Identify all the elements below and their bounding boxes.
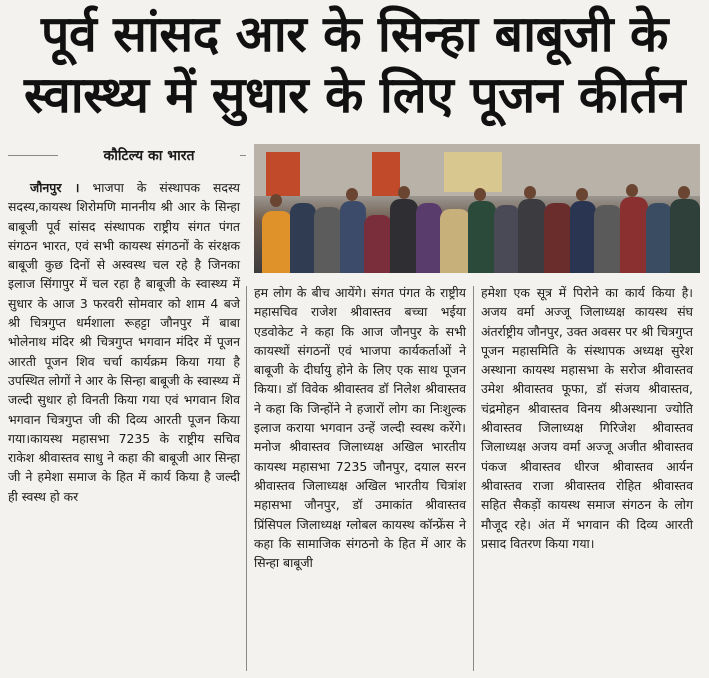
byline-rule-left <box>8 155 58 156</box>
headline-line-2: स्वास्थ्य में सुधार के लिए पूजन कीर्तन <box>24 66 685 124</box>
byline: कौटिल्य का भारत <box>103 148 195 164</box>
article-text-col2: हम लोग के बीच आयेंगे। संगत पंगत के राष्ट्रीय महासचिव राजेश श्रीवास्तव बच्चा भईया एडवोकेट ने कहा कि आज जौनपुर के सभी कायस्थों संगठनों एवं भाजपा कार्यकर्ताओं ने बाबूजी के दीर्घायु होने के लिए एक साथ पूजन किया। डॉ विवेक श्रीवास्तव डॉ निलेश श्रीवास्तव ने कहा कि जिन्होंने ने हजारों लोग का निःशुल्क इलाज कराया भगवान उन्हें जल्दी स्वस्थ करेंगे। मनोज श्रीवास्तव जिलाध्यक्ष अखिल भारतीय कायस्थ महासभा 7235 जौनपुर, दयाल सरन श्रीवास्तव जिलाध्यक्ष अखिल भारतीय चित्रांश महासभा जौनपुर, डॉ उमाकांत श्रीवास्तव प्रिंसिपल जिलाध्यक्ष ग्लोबल कायस्थ कॉन्फ्रेंस ने कहा कि सामाजिक संगठनो के हित में आर के सिन्हा बाबूजी <box>254 285 466 571</box>
dateline: जौनपुर । <box>30 180 80 195</box>
column-divider-1 <box>246 286 247 671</box>
article-text-col3: हमेशा एक सूत्र में पिरोने का कार्य किया है।अजय वर्मा अज्जू जिलाध्यक्ष कायस्थ संघ अंतर्राष्ट्रीय जौनपुर, उक्त अवसर पर श्री चित्रगुप्त पूजन महासमिति के संस्थापक अध्यक्ष सुरेश अस्थाना कायस्थ महासभा के सरोज श्रीवास्तव उमेश श्रीवास्तव फूफा, डॉ संजय श्रीवास्तव, चंद्रमोहन श्रीवास्तव विनय श्रीअस्थाना ज्योति श्रीवास्तव जिलाध्यक्ष गिरिजेश श्रीवास्तव जिलाध्यक्ष अजय वर्मा अज्जू अजीत श्रीवास्तव पंकज श्रीवास्तव धीरज श्रीवास्तव आर्यन श्रीवास्तव राजा श्रीवास्तव रोहित श्रीवास्तव सहित सैकड़ों कायस्थ समाज संगठन के लोग मौजूद रहे। अंत में भगवान की दिव्य आरती प्रसाद वितरण किया गया। <box>481 285 693 551</box>
article-text-col1: भाजपा के संस्थापक सदस्य सदस्य,कायस्थ शिरोमणि माननीय श्री आर के सिन्हा बाबूजी पूर्व सांसद संस्थापक राष्ट्रीय संगत पंगत संगठन भारत, एवं सभी कायस्थ संगठनों के संरक्षक बाबूजी कुछ दिनों से अस्वस्थ चल रहे है जिनका इलाज सिंगापुर में चल रहा है बाबूजी के स्वास्थ्य में सुधार के आज 3 फरवरी सोमवार को शाम 4 बजे श्री चित्रगुप्त धर्मशाला रूहट्टा जौनपुर में बाबा भोलेनाथ मंदिर श्री चित्रगुप्त भगवान मंदिर में पूजन आरती पूजन शिव चर्चा कार्यक्रम किया गया है उपस्थित लोगों ने आर के सिन्हा बाबूजी के स्वास्थ्य में जल्दी सुधार हो विनती किया गया एवं भगवान शिव भगवान चित्रगुप्त जी की दिव्य आरती पूजन किया गया।कायस्थ महासभा 7235 के राष्ट्रीय सचिव राकेश श्रीवास्तव साधु ने कहा की बाबूजी आर सिन्हा जी ने हमेशा समाज के हित में कार्य किया है जल्दी ही स्वस्थ हो कर <box>8 180 240 504</box>
headline-line-1: पूर्व सांसद आर के सिन्हा बाबूजी के <box>41 5 668 63</box>
byline-rule-right <box>240 155 246 156</box>
event-photo <box>254 144 700 273</box>
column-divider-2 <box>473 286 474 671</box>
article-column-1 <box>8 178 240 506</box>
headline <box>0 4 709 126</box>
article-column-2 <box>254 283 466 572</box>
article-column-3 <box>481 283 693 553</box>
